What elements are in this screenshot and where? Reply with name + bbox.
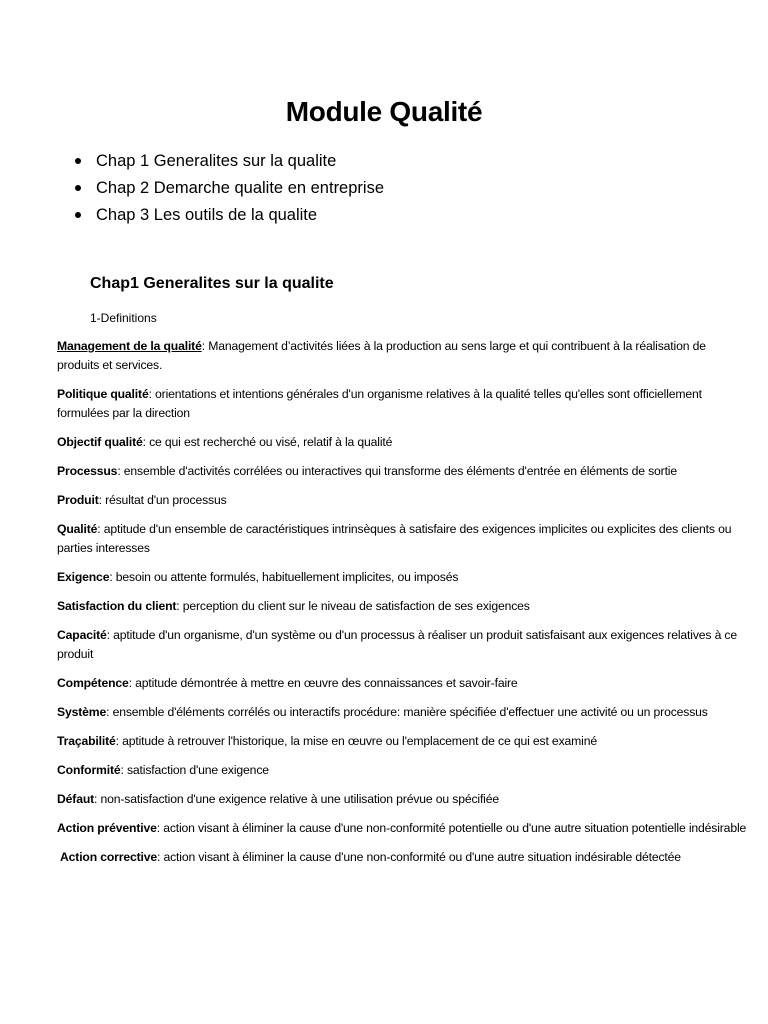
definition-term: Conformité	[57, 763, 121, 777]
definition-item	[57, 819, 747, 838]
definition-term: Exigence	[57, 570, 110, 584]
definition-term: Management de la qualité	[57, 339, 202, 353]
definition-text: : résultat d'un processus	[98, 493, 227, 507]
definition-term: Système	[57, 705, 107, 719]
chapter-list-item	[72, 175, 384, 202]
chapter-item-label: Chap 2 Demarche qualite en entreprise	[96, 179, 385, 197]
definition-item	[57, 491, 747, 510]
definition-text: : ce qui est recherché ou visé, relatif à la qualité	[142, 435, 393, 449]
definition-text: : orientations et intentions générales d'un organisme relatives à la qualité telles qu'elles sont officiellement formulées par la direction	[57, 387, 702, 420]
definition-item	[57, 790, 747, 809]
definition-item	[57, 626, 747, 664]
definition-item	[57, 568, 747, 587]
definition-item	[57, 462, 747, 481]
definition-item	[57, 520, 747, 558]
chapter-item-label: Chap 3 Les outils de la qualite	[96, 206, 318, 224]
definitions-list	[57, 337, 747, 877]
definition-item	[57, 674, 747, 693]
definition-item	[57, 337, 747, 375]
definition-term: Processus	[57, 464, 118, 478]
chapter-list	[72, 148, 384, 229]
definition-term: Satisfaction du client	[57, 599, 177, 613]
definition-text: : perception du client sur le niveau de satisfaction de ses exigences	[176, 599, 530, 613]
definition-item	[57, 732, 747, 751]
definition-term: Capacité	[57, 628, 107, 642]
chapter-item-label: Chap 1 Generalites sur la qualite	[96, 152, 337, 170]
definition-text: : besoin ou attente formulés, habituellement implicites, ou imposés	[109, 570, 459, 584]
bullet-icon	[75, 185, 81, 191]
definition-item	[57, 761, 747, 780]
definition-text: : non-satisfaction d'une exigence relative à une utilisation prévue ou spécifiée	[94, 792, 499, 806]
chapter-heading: Chap1 Generalites sur la qualite	[90, 275, 334, 292]
definition-text: : ensemble d'éléments corrélés ou interactifs procédure: manière spécifiée d'effectuer une activité ou un processus	[106, 705, 708, 719]
chapter-list-item	[72, 148, 384, 175]
definition-term: Traçabilité	[57, 734, 116, 748]
definition-text: : action visant à éliminer la cause d'une non-conformité potentielle ou d'une autre situation potentielle indésirable	[156, 821, 747, 835]
definition-text: : Management d’activités liées à la production au sens large et qui contribuent à la réalisation de produits et services.	[57, 339, 706, 372]
definition-term: Défaut	[57, 792, 95, 806]
definition-text: : aptitude d'un ensemble de caractéristiques intrinsèques à satisfaire des exigences implicites ou explicites des clients ou parties interesses	[57, 522, 732, 555]
bullet-icon	[75, 212, 81, 218]
definition-text: : aptitude à retrouver l'historique, la mise en œuvre ou l'emplacement de ce qui est examiné	[115, 734, 597, 748]
definition-item	[57, 385, 747, 423]
definition-item	[57, 703, 747, 722]
definition-item	[57, 848, 747, 867]
chapter-list-item	[72, 202, 384, 229]
definition-term: Produit	[57, 493, 99, 507]
definition-text: : aptitude d'un organisme, d'un système ou d'un processus à réaliser un produit satisfaisant aux exigences relatives à ce produit	[57, 628, 738, 661]
subsection-heading: 1-Definitions	[90, 311, 157, 325]
definition-text: : satisfaction d'une exigence	[120, 763, 269, 777]
definition-term: Action corrective	[60, 850, 158, 864]
bullet-icon	[75, 158, 81, 164]
definition-item	[57, 597, 747, 616]
definition-text: : ensemble d'activités corrélées ou interactives qui transforme des éléments d'entrée en éléments de sortie	[117, 464, 677, 478]
definition-term: Compétence	[57, 676, 129, 690]
definition-text: : aptitude démontrée à mettre en œuvre des connaissances et savoir-faire	[128, 676, 518, 690]
definition-text: : action visant à éliminer la cause d'une non-conformité ou d'une autre situation indésirable détectée	[157, 850, 681, 864]
definition-item	[57, 433, 747, 452]
page-title: Module Qualité	[285, 96, 483, 127]
definition-term: Politique qualité	[57, 387, 149, 401]
definition-term: Action préventive	[57, 821, 157, 835]
definition-term: Qualité	[57, 522, 98, 536]
definition-term: Objectif qualité	[57, 435, 143, 449]
